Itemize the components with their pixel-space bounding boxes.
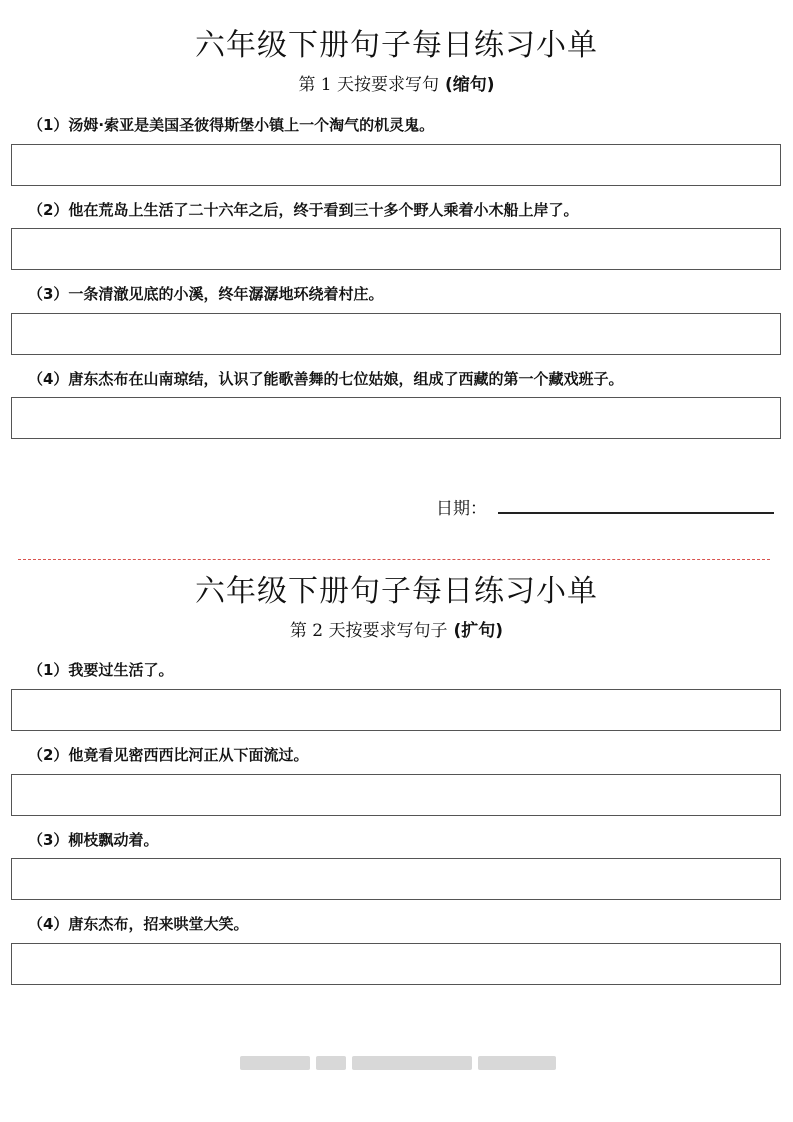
date-input-line[interactable] <box>498 512 774 514</box>
answer-box-3[interactable] <box>11 313 781 355</box>
question-1: （1）汤姆·索亚是美国圣彼得斯堡小镇上一个淘气的机灵鬼。 <box>28 116 435 134</box>
answer-box-1[interactable] <box>11 144 781 186</box>
cut-line-divider <box>18 559 770 560</box>
answer-box-4[interactable] <box>11 943 781 985</box>
question-3: （3）柳枝飘动着。 <box>28 831 159 849</box>
worksheet-subtitle <box>0 616 793 641</box>
worksheet-title: 六年级下册句子每日练习小单 <box>195 28 598 63</box>
day-instruction: 第 2 天按要求写句子 <box>289 621 448 641</box>
question-4: （4）唐东杰布在山南琼结，认识了能歌善舞的七位姑娘，组成了西藏的第一个藏戏班子。 <box>28 370 624 388</box>
answer-box-1[interactable] <box>11 689 781 731</box>
task-type-tag: (缩句) <box>445 75 495 95</box>
answer-box-2[interactable] <box>11 228 781 270</box>
date-label: 日期： <box>436 499 487 519</box>
day-instruction: 第 1 天按要求写句 <box>298 75 440 95</box>
answer-box-2[interactable] <box>11 774 781 816</box>
worksheet-subtitle <box>0 70 793 95</box>
question-4: （4）唐东杰布，招来哄堂大笑。 <box>28 915 249 933</box>
question-1: （1）我要过生活了。 <box>28 661 174 679</box>
question-2: （2）他在荒岛上生活了二十六年之后，终于看到三十多个野人乘着小木船上岸了。 <box>28 201 579 219</box>
answer-box-4[interactable] <box>11 397 781 439</box>
answer-box-3[interactable] <box>11 858 781 900</box>
question-3: （3）一条清澈见底的小溪，终年潺潺地环绕着村庄。 <box>28 285 384 303</box>
question-2: （2）他竟看见密西西比河正从下面流过。 <box>28 746 309 764</box>
task-type-tag: (扩句) <box>453 621 504 641</box>
worksheet-title: 六年级下册句子每日练习小单 <box>195 574 598 609</box>
